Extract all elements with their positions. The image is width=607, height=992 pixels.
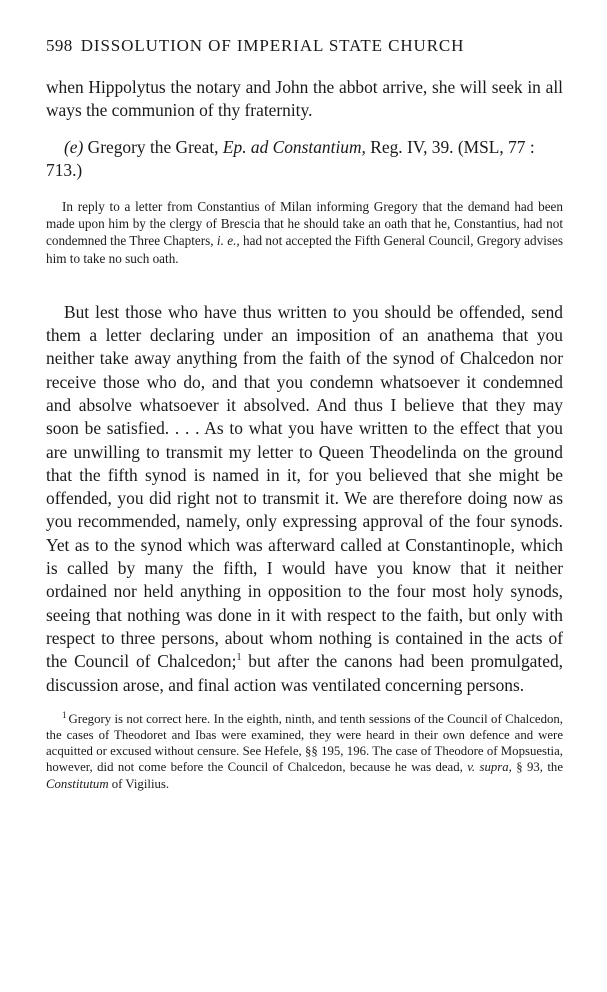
- page-number: 598: [46, 36, 73, 55]
- summary: [46, 198, 563, 267]
- citation-work: Ep. ad Constantium,: [222, 137, 366, 157]
- footnote-constitutum: Constitutum: [46, 776, 109, 791]
- summary-text: In reply to a letter from Constantius of Milan informing Gregory that the demand had been made upon him by the clergy of Brescia that he should take an oath that he, Constantius, had not condemned the Three Chapters,: [46, 199, 563, 249]
- footnote-text3: of Vigilius.: [111, 776, 170, 791]
- footnote-reference[interactable]: 1: [236, 652, 242, 664]
- body-paragraph: [46, 301, 563, 697]
- citation-author: Gregory the Great,: [87, 137, 219, 157]
- citation-rest: Reg. IV, 39. (MSL, 77 : 713.): [46, 137, 535, 180]
- page: [46, 36, 563, 792]
- citation-label: (e): [64, 137, 84, 157]
- running-title: DISSOLUTION OF IMPERIAL STATE CHURCH: [80, 36, 465, 55]
- footnote-mark: 1: [62, 709, 67, 720]
- running-head: [46, 36, 563, 62]
- footnote-vsupra: v. supra,: [467, 760, 512, 775]
- footnote-text1: Gregory is not correct here. In the eighth, ninth, and tenth sessions of the Council of Chalcedon, the cases of Theodoret and Ibas were examined, they were heard in their own defence and were acquitted or excused without censure. See Hefele, §§ 195, 196. The case of Theodore of Mopsuestia, however, did not come before the Council of Chalcedon, because he was dead,: [46, 711, 563, 775]
- footnote-text2: § 93, the: [516, 760, 563, 775]
- body-text-part2: but after the canons had been promulgated, discussion arose, and final action was ventilated concerning persons.: [46, 651, 563, 695]
- intro-paragraph: when Hippolytus the notary and John the abbot arrive, she will seek in all ways the communion of thy fraternity.: [46, 77, 563, 120]
- summary-ie: i. e.,: [216, 233, 240, 249]
- summary-end: had not accepted the Fifth General Council, Gregory advises him to take no such oath.: [46, 233, 563, 266]
- footnote: [46, 711, 563, 792]
- citation: [46, 136, 563, 182]
- body-text-part1: But lest those who have thus written to you should be offended, send them a letter declaring under an imposition of an anathema that you neither take away anything from the faith of the synod of Chalcedon nor receive those who do, and that you condemn whatsoever it condemned and absolve whatsoever it absolved. And thus I believe that they may soon be satisfied. . . . As to what you have written to the effect that you are unwilling to transmit my letter to Queen Theodelinda on the ground that the fifth synod is named in it, for you believed that she might be offended, you did right not to transmit it. We are therefore doing now as you recommended, namely, only expressing approval of the four synods. Yet as to the synod which was afterward called at Constantinople, which is called by many the fifth, I would have you know that it neither ordained nor held anything in opposition to the four most holy synods, seeing that nothing was done in it with respect to the faith, but only with respect to three persons, about whom nothing is contained in the acts of the Council of Chalcedon;: [46, 301, 563, 672]
